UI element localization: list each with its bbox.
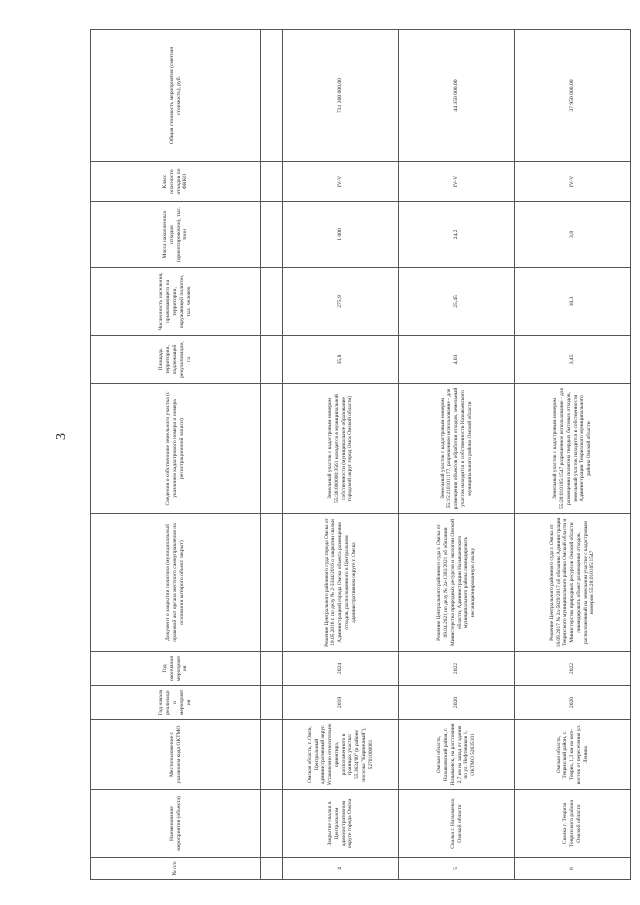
empty-row (261, 30, 283, 880)
cell-num: 4 (283, 858, 399, 880)
cell-year-end: 2024 (283, 652, 399, 686)
cell-owner: Земельный участок с кадастровым номером 55:36:000000:3561 находится в муниципальной собственности (муниципальное образование городской округ город Омск Омской области) (283, 384, 399, 514)
cell-year-end: 2022 (399, 652, 515, 686)
cell-cost: 44 350 000,00 (399, 30, 515, 162)
header-year-start: Год начала реализации мероприятия (91, 686, 261, 720)
cell-owner: Земельный участок с кадастровым номером 55:15:210101:177, разрешенное использование - для размещения объектов обработки отходов, земельный участок находится в собственности Называевского муниципального района Омской области (399, 384, 515, 514)
cell-year-start: 2020 (515, 686, 631, 720)
cell-cost: 37 950 000,00 (515, 30, 631, 162)
rotated-sheet (90, 47, 630, 880)
cell-name: Свалка г. Тевриза Тевризского района Омской области (515, 790, 631, 858)
header-hazard: Класс опасности отходов по ФККО (91, 162, 261, 202)
header-row (91, 30, 261, 880)
header-location: Местоположение с указанием кода ОКТМО (91, 720, 261, 790)
cell-area: 35,8 (283, 336, 399, 384)
cell-year-start: 2019 (283, 686, 399, 720)
cell-num: 6 (515, 858, 631, 880)
header-population: Численность населения, проживающего на территории, окружающей полигон, тыс. человек (91, 268, 261, 336)
header-name: Наименование мероприятия (объекта) (91, 790, 261, 858)
cell-document: Решение Центрального районного суда города Омска от 19.05.2016 г. по делу № 2-3344/2016 о закрытии свалки Администрацией города Омска объекта размещения отходов, расположенного в Центральном административном округе г. Омска (283, 514, 399, 652)
cell-hazard: IV-V (283, 162, 399, 202)
header-owner: Сведения о собственнике земельного участка (с указанием кадастрового номера и номера регистрационной записи) (91, 384, 261, 514)
cell-population: 25,45 (399, 268, 515, 336)
header-year-end: Год окончания мероприятия (91, 652, 261, 686)
cell-location: Омская область, Тевризский район, с. Тевриз, 1,3 км на юго-восток от пересечения ул. Ленина (515, 720, 631, 790)
header-waste: Масса накопленных отходов (ориентировочно), тыс. тонн (91, 202, 261, 268)
cell-waste: 3,8 (515, 202, 631, 268)
cell-hazard: IV-V (515, 162, 631, 202)
objects-table (90, 29, 631, 880)
cell-name: Закрытие свалки в Центральном административном округе города Омска (283, 790, 399, 858)
cell-cost: 731 300 000,00 (283, 30, 399, 162)
cell-document: Решение Центрального районного суда г. Омска от 18.09.2017 № 2а-5829/2017 об обязании Администрации Тевризского муниципального района Омской области и Министерства природных ресурсов Омской области ликвидировать объект размещения отходов, расположенный на земельном участке с кадастровым номером 55:28:010105:1547 (515, 514, 631, 652)
cell-population: 10,3 (515, 268, 631, 336)
cell-area: 3,45 (515, 336, 631, 384)
page-number: 3 (54, 433, 69, 440)
cell-year-start: 2020 (399, 686, 515, 720)
cell-owner: Земельный участок с кадастровым номером 55:28:010105:1547 разрешенное использование - для размещения полигона твердых бытовых отходов, земельный участок находится в собственности Администрации Тевризского муниципального района Омской области (515, 384, 631, 514)
cell-waste: 24,2 (399, 202, 515, 268)
header-num: № п/п (91, 858, 261, 880)
header-cost: Общая стоимость мероприятия (сметная стоимость), руб. (91, 30, 261, 162)
cell-waste: 1 000 (283, 202, 399, 268)
cell-hazard: IV-V (399, 162, 515, 202)
header-document: Документ о закрытии полигона (муниципальный правовой акт органа местного самоуправления на основании которого объект закрыт) (91, 514, 261, 652)
table-row (399, 30, 515, 880)
cell-year-end: 2022 (515, 652, 631, 686)
header-area: Площадь территории, подлежащей рекультивации, га (91, 336, 261, 384)
cell-document: Решение Центрального районного суда г. Омска от 09.04.2021 по делу № 2а-1302/2021 об обязании Министерства природных ресурсов и экологии Омской области, Администрации Называевского муниципального района ликвидировать несанкционированную свалку (399, 514, 515, 652)
cell-location: Омская область, г. Омск, Центральный административный округ. Установлено относительно ориентира, расположенного в границах участка: 55.3624'00'' (в районе поселка "Кирпичный"), 52701000001 (283, 720, 399, 790)
cell-name: Свалка г. Называевск Омской области (399, 790, 515, 858)
cell-location: Омская область, Называевский район, г. Называевск, на расстоянии 2,7 км на запад от здания по ул. Нефтяников 1, ОКТМО 52635101 (399, 720, 515, 790)
cell-population: 275,9 (283, 268, 399, 336)
table-row (283, 30, 399, 880)
cell-num: 5 (399, 858, 515, 880)
table-row (515, 30, 631, 880)
cell-area: 4,03 (399, 336, 515, 384)
